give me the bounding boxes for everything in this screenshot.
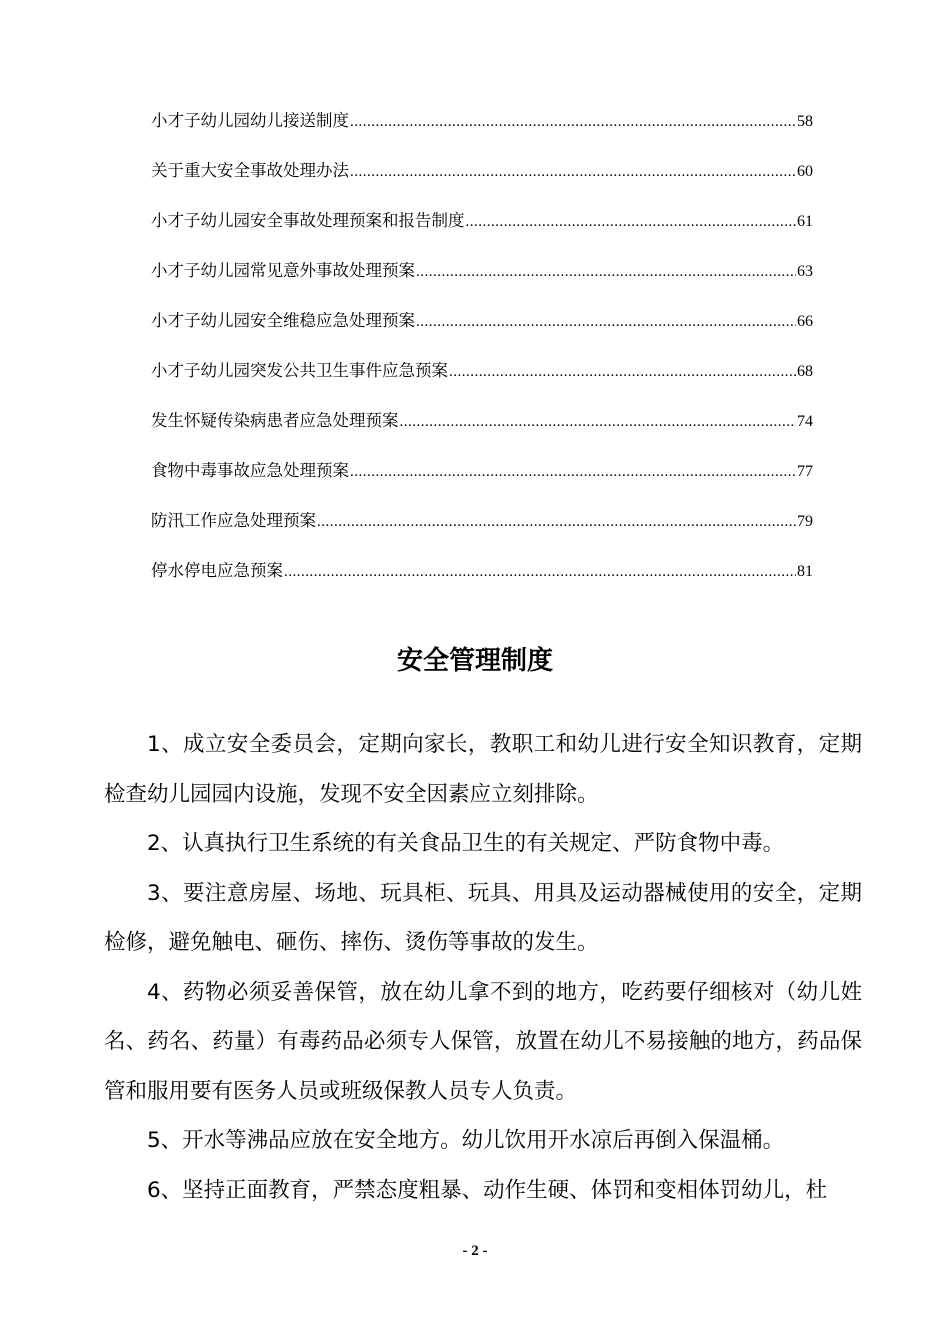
rule-paragraph: 2、认真执行卫生系统的有关食品卫生的有关规定、严防食物中毒。 [147, 831, 785, 856]
toc-entry-title: 关于重大安全事故处理办法 [151, 161, 349, 180]
rule-paragraph: 6、坚持正面教育，严禁态度粗暴、动作生硬、体罚和变相体罚幼儿，杜 [147, 1177, 828, 1203]
toc-dot-leader [449, 359, 796, 385]
toc-entry[interactable] [151, 258, 813, 308]
toc-entry-page: 58 [797, 113, 813, 130]
toc-dot-leader [350, 459, 796, 485]
rule-paragraph: 5、开水等沸品应放在安全地方。幼儿饮用开水凉后再倒入保温桶。 [147, 1128, 785, 1153]
toc-entry-title: 食物中毒事故应急处理预案 [151, 461, 349, 480]
toc-entry-title: 防汛工作应急处理预案 [151, 511, 316, 530]
toc-entry[interactable] [151, 358, 813, 408]
toc-dot-leader [350, 109, 796, 135]
toc-entry[interactable] [151, 308, 813, 358]
toc-dot-leader [317, 509, 796, 535]
toc-entry[interactable] [151, 158, 813, 208]
toc-entry-title: 小才子幼儿园突发公共卫生事件应急预案 [151, 361, 448, 380]
toc-entry[interactable] [151, 558, 813, 608]
section-body [104, 720, 862, 1215]
toc-entry-page: 68 [797, 363, 813, 380]
toc-entry-page: 77 [797, 463, 813, 480]
toc-entry-title: 发生怀疑传染病患者应急处理预案 [151, 411, 399, 430]
toc-entry-page: 66 [797, 313, 813, 330]
rule-paragraph: 3、要注意房屋、场地、玩具柜、玩具、用具及运动器械使用的安全，定期检修，避免触电、砸伤、摔伤、烫伤等事故的发生。 [104, 880, 862, 955]
toc-dot-leader [284, 559, 796, 585]
toc-entry[interactable] [151, 108, 813, 158]
toc-entry-page: 63 [797, 263, 813, 280]
toc-dot-leader [416, 309, 796, 335]
toc-entry-page: 60 [797, 163, 813, 180]
toc-dot-leader [466, 209, 797, 235]
page-number: - 2 - [462, 1243, 488, 1259]
toc-entry[interactable] [151, 508, 813, 558]
toc-entry-title: 小才子幼儿园安全事故处理预案和报告制度 [151, 211, 465, 230]
toc-entry-page: 79 [797, 513, 813, 530]
toc-entry[interactable] [151, 208, 813, 258]
toc-entry-title: 小才子幼儿园安全维稳应急处理预案 [151, 311, 415, 330]
toc-entry[interactable] [151, 408, 813, 458]
toc-dot-leader [400, 409, 797, 435]
toc-entry-page: 61 [797, 213, 813, 230]
section-heading: 安全管理制度 [396, 646, 553, 677]
rule-paragraph: 4、药物必须妥善保管，放在幼儿拿不到的地方，吃药要仔细核对（幼儿姓名、药名、药量）有毒药品必须专人保管，放置在幼儿不易接触的地方，药品保管和服用要有医务人员或班级保教人员专人负责。 [104, 979, 862, 1104]
toc-entry-title: 小才子幼儿园常见意外事故处理预案 [151, 261, 415, 280]
toc-dot-leader [350, 159, 796, 185]
toc-entry-page: 81 [797, 563, 813, 580]
table-of-contents [151, 108, 813, 608]
toc-entry-page: 74 [797, 413, 813, 430]
toc-entry[interactable] [151, 458, 813, 508]
rule-paragraph: 1、成立安全委员会，定期向家长，教职工和幼儿进行安全知识教育，定期检查幼儿园园内设施，发现不安全因素应立刻排除。 [104, 732, 862, 807]
toc-dot-leader [416, 259, 796, 285]
toc-entry-title: 小才子幼儿园幼儿接送制度 [151, 111, 349, 130]
toc-entry-title: 停水停电应急预案 [151, 561, 283, 580]
